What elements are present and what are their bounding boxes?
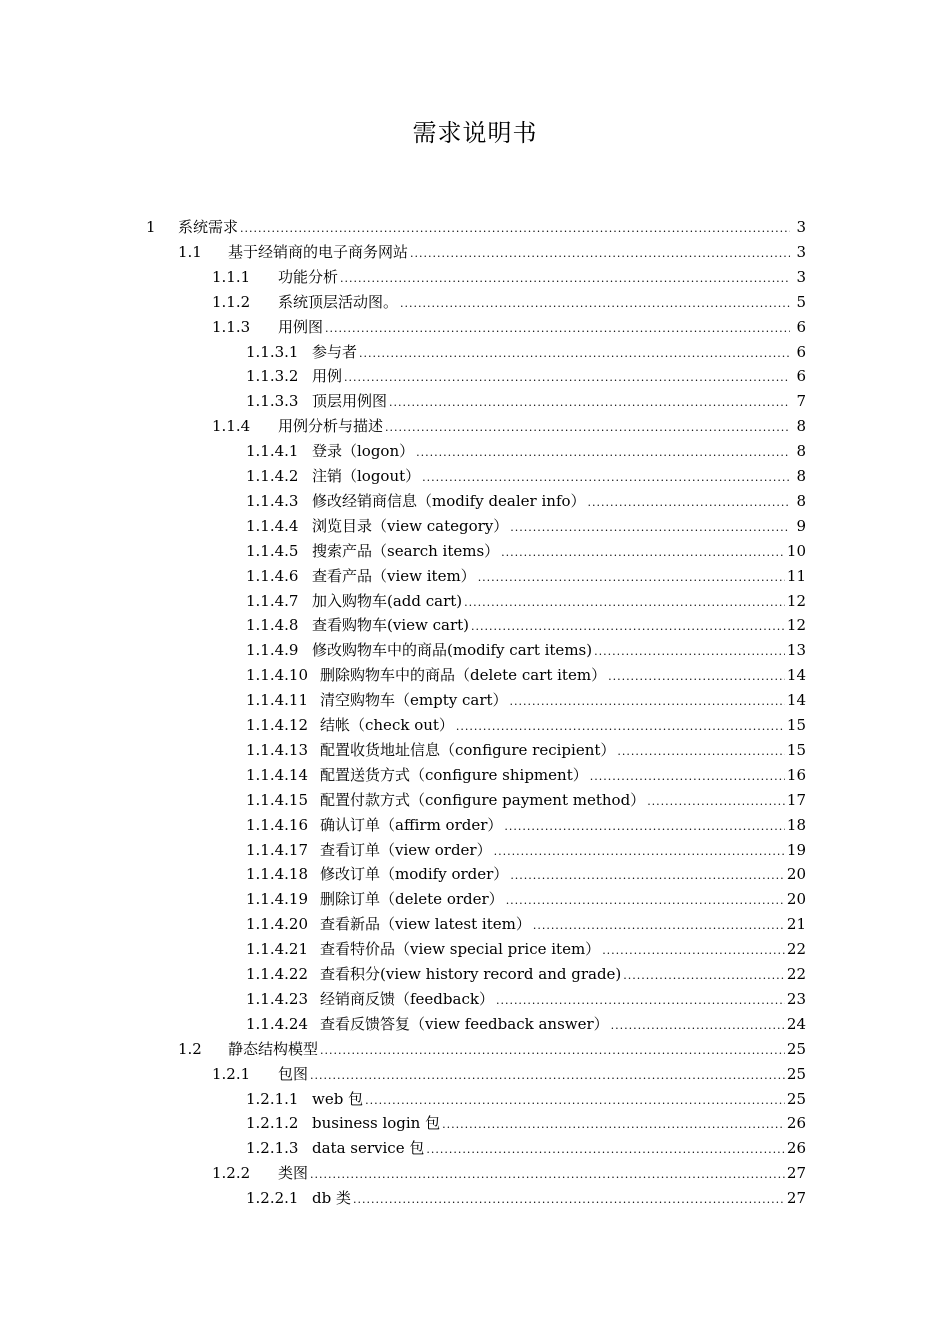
toc-entry-page-number: 3 — [796, 268, 806, 286]
toc-entry-page-number: 14 — [786, 691, 806, 709]
toc-entry-page-number: 8 — [796, 492, 806, 510]
toc-entry[interactable] — [212, 315, 806, 339]
toc-entry[interactable] — [212, 1161, 806, 1185]
toc-entry-page-number: 22 — [786, 940, 806, 958]
toc-dot-leader — [506, 889, 785, 913]
toc-dot-leader — [504, 815, 784, 839]
toc-entry-label: 功能分析 — [278, 268, 339, 286]
toc-entry-label: 删除订单（delete order） — [320, 890, 504, 908]
toc-entry-number: 1.1.4.16 — [246, 816, 309, 834]
toc-entry[interactable] — [246, 464, 806, 488]
toc-entry-label: 登录（logon） — [312, 442, 415, 460]
toc-entry-page-number: 5 — [796, 293, 806, 311]
toc-entry-page-number: 25 — [786, 1065, 806, 1083]
toc-dot-leader — [389, 391, 790, 415]
toc-entry-page-number: 8 — [796, 442, 806, 460]
toc-entry-number: 1.1.3.3 — [246, 392, 299, 410]
toc-entry-label: 查看产品（view item） — [312, 567, 476, 585]
toc-entry-label: 用例分析与描述 — [278, 417, 384, 435]
toc-entry-label: business login 包 — [312, 1114, 441, 1132]
toc-entry-label: data service 包 — [312, 1139, 425, 1157]
toc-entry-label: 用例图 — [278, 318, 324, 336]
toc-entry-number: 1.1.4.24 — [246, 1015, 309, 1033]
toc-entry-number: 1.1.4.8 — [246, 616, 299, 634]
toc-entry-number: 1.1.4.3 — [246, 492, 299, 510]
toc-entry-page-number: 15 — [786, 741, 806, 759]
toc-entry-label: 修改经销商信息（modify dealer info） — [312, 492, 586, 510]
toc-entry-label: 系统顶层活动图。 — [278, 293, 399, 311]
toc-entry-number: 1.1.4.7 — [246, 592, 299, 610]
toc-entry[interactable] — [246, 539, 806, 563]
toc-dot-leader — [464, 591, 785, 615]
toc-entry-number: 1.1.4.12 — [246, 716, 309, 734]
toc-entry-page-number: 17 — [786, 791, 806, 809]
toc-dot-leader — [617, 740, 785, 764]
toc-dot-leader — [510, 864, 785, 888]
toc-entry-label: 参与者 — [312, 343, 358, 361]
toc-entry-page-number: 26 — [786, 1139, 806, 1157]
toc-entry-page-number: 22 — [786, 965, 806, 983]
toc-entry-page-number: 3 — [796, 243, 806, 261]
toc-entry[interactable] — [212, 265, 806, 289]
toc-entry[interactable] — [246, 663, 806, 687]
toc-entry-number: 1.1.3 — [212, 318, 251, 336]
toc-entry-number: 1.2.2.1 — [246, 1189, 299, 1207]
toc-entry-page-number: 25 — [786, 1090, 806, 1108]
toc-entry-label: 结帐（check out） — [320, 716, 454, 734]
toc-dot-leader — [422, 466, 790, 490]
toc-entry[interactable] — [246, 1186, 806, 1210]
toc-entry[interactable] — [246, 389, 806, 413]
toc-entry-label: 注销（logout） — [312, 467, 421, 485]
toc-dot-leader — [310, 1163, 785, 1187]
toc-dot-leader — [590, 765, 785, 789]
toc-entry-number: 1.2.2 — [212, 1164, 251, 1182]
toc-entry-page-number: 10 — [786, 542, 806, 560]
toc-entry-number: 1.1.2 — [212, 293, 251, 311]
toc-entry[interactable] — [246, 638, 806, 662]
toc-entry[interactable] — [246, 564, 806, 588]
toc-dot-leader — [494, 840, 785, 864]
toc-entry-label: 顶层用例图 — [312, 392, 388, 410]
toc-entry-number: 1.2.1 — [212, 1065, 251, 1083]
toc-entry-label: 查看特价品（view special price item） — [320, 940, 601, 958]
toc-dot-leader — [478, 566, 785, 590]
toc-entry-page-number: 6 — [796, 318, 806, 336]
toc-entry-page-number: 7 — [796, 392, 806, 410]
toc-entry[interactable] — [178, 240, 806, 264]
toc-entry-number: 1.1.4.5 — [246, 542, 299, 560]
toc-entry[interactable] — [246, 340, 806, 364]
toc-dot-leader — [416, 441, 790, 465]
toc-entry-number: 1.1.4.13 — [246, 741, 309, 759]
toc-entry[interactable] — [146, 215, 806, 239]
toc-dot-leader — [340, 267, 790, 291]
toc-entry-number: 1.2.1.2 — [246, 1114, 299, 1132]
toc-entry-page-number: 12 — [786, 616, 806, 634]
toc-entry-number: 1.1.4 — [212, 417, 251, 435]
toc-dot-leader — [442, 1113, 785, 1137]
toc-dot-leader — [594, 640, 785, 664]
toc-entry[interactable] — [212, 414, 806, 438]
toc-entry[interactable] — [246, 987, 806, 1011]
toc-entry-label: 修改购物车中的商品(modify cart items) — [312, 641, 593, 659]
toc-dot-leader — [365, 1089, 785, 1113]
toc-entry-number: 1 — [146, 218, 156, 236]
toc-entry-label: 经销商反馈（feedback） — [320, 990, 494, 1008]
toc-dot-leader — [533, 914, 785, 938]
toc-entry-label: 搜索产品（search items） — [312, 542, 500, 560]
toc-dot-leader — [496, 989, 785, 1013]
toc-entry-page-number: 18 — [786, 816, 806, 834]
toc-entry[interactable] — [246, 1087, 806, 1111]
toc-entry[interactable] — [246, 962, 806, 986]
toc-dot-leader — [623, 964, 785, 988]
toc-entry-page-number: 9 — [796, 517, 806, 535]
toc-dot-leader — [471, 615, 785, 639]
toc-entry-label: 清空购物车（empty cart） — [320, 691, 508, 709]
toc-entry[interactable] — [212, 1062, 806, 1086]
toc-entry-label: 查看订单（view order） — [320, 841, 492, 859]
toc-entry-number: 1.1.4.2 — [246, 467, 299, 485]
toc-entry-number: 1.1.4.9 — [246, 641, 299, 659]
toc-entry-label: 配置付款方式（configure payment method） — [320, 791, 646, 809]
toc-entry-number: 1.1.3.1 — [246, 343, 299, 361]
toc-entry-page-number: 25 — [786, 1040, 806, 1058]
toc-dot-leader — [510, 516, 790, 540]
toc-entry-page-number: 6 — [796, 367, 806, 385]
toc-dot-leader — [385, 416, 790, 440]
toc-entry-number: 1.1.3.2 — [246, 367, 299, 385]
toc-dot-leader — [325, 317, 790, 341]
toc-dot-leader — [310, 1064, 785, 1088]
toc-entry-label: 浏览目录（view category） — [312, 517, 509, 535]
toc-entry-page-number: 15 — [786, 716, 806, 734]
toc-entry-label: 删除购物车中的商品（delete cart item） — [320, 666, 607, 684]
toc-dot-leader — [611, 1014, 785, 1038]
toc-entry-number: 1.1.4.21 — [246, 940, 309, 958]
toc-dot-leader — [588, 491, 790, 515]
toc-entry[interactable] — [246, 937, 806, 961]
toc-entry[interactable] — [246, 1136, 806, 1160]
toc-entry-number: 1.2 — [178, 1040, 202, 1058]
toc-entry-number: 1.1.1 — [212, 268, 251, 286]
toc-entry-page-number: 20 — [786, 890, 806, 908]
toc-dot-leader — [456, 715, 785, 739]
toc-entry-page-number: 27 — [786, 1164, 806, 1182]
toc-entry-page-number: 8 — [796, 467, 806, 485]
toc-entry-number: 1.1.4.20 — [246, 915, 309, 933]
toc-entry[interactable] — [212, 290, 806, 314]
toc-dot-leader — [426, 1138, 785, 1162]
toc-entry-label: 加入购物车(add cart) — [312, 592, 463, 610]
toc-entry-label: 查看积分(view history record and grade) — [320, 965, 622, 983]
toc-entry[interactable] — [246, 813, 806, 837]
toc-entry-page-number: 27 — [786, 1189, 806, 1207]
toc-entry[interactable] — [246, 688, 806, 712]
toc-entry-label: 类图 — [278, 1164, 309, 1182]
toc-entry[interactable] — [246, 489, 806, 513]
toc-entry-label: 确认订单（affirm order） — [320, 816, 503, 834]
toc-entry-page-number: 16 — [786, 766, 806, 784]
toc-entry-label: 静态结构模型 — [228, 1040, 319, 1058]
toc-entry-page-number: 21 — [786, 915, 806, 933]
toc-entry-page-number: 14 — [786, 666, 806, 684]
toc-entry-page-number: 26 — [786, 1114, 806, 1132]
toc-entry[interactable] — [246, 613, 806, 637]
toc-entry[interactable] — [246, 763, 806, 787]
toc-entry-label: 配置收货地址信息（configure recipient） — [320, 741, 616, 759]
toc-entry-label: 查看新品（view latest item） — [320, 915, 531, 933]
toc-entry-number: 1.1.4.1 — [246, 442, 299, 460]
toc-entry-number: 1.1.4.11 — [246, 691, 309, 709]
toc-entry-label: 系统需求 — [178, 218, 239, 236]
toc-entry-number: 1.1.4.19 — [246, 890, 309, 908]
toc-entry-page-number: 6 — [796, 343, 806, 361]
toc-entry-number: 1.1.4.18 — [246, 865, 309, 883]
toc-entry-number: 1.1.4.15 — [246, 791, 309, 809]
toc-entry[interactable] — [246, 364, 806, 388]
toc-entry-number: 1.1.4.14 — [246, 766, 309, 784]
toc-entry[interactable] — [246, 713, 806, 737]
toc-entry[interactable] — [246, 1111, 806, 1135]
toc-entry-page-number: 20 — [786, 865, 806, 883]
toc-entry-label: web 包 — [312, 1090, 364, 1108]
toc-entry-number: 1.2.1.3 — [246, 1139, 299, 1157]
toc-entry[interactable] — [246, 1012, 806, 1036]
toc-entry-page-number: 11 — [786, 567, 806, 585]
toc-entry[interactable] — [246, 862, 806, 886]
toc-entry-number: 1.2.1.1 — [246, 1090, 299, 1108]
toc-entry[interactable] — [246, 738, 806, 762]
toc-entry-page-number: 13 — [786, 641, 806, 659]
toc-entry-label: db 类 — [312, 1189, 351, 1207]
toc-entry[interactable] — [246, 887, 806, 911]
toc-entry-label: 配置送货方式（configure shipment） — [320, 766, 588, 784]
document-title: 需求说明书 — [412, 119, 538, 147]
toc-dot-leader — [400, 292, 790, 316]
toc-dot-leader — [359, 342, 790, 366]
toc-dot-leader — [410, 242, 790, 266]
toc-entry-page-number: 8 — [796, 417, 806, 435]
toc-entry-page-number: 23 — [786, 990, 806, 1008]
toc-entry-number: 1.1.4.10 — [246, 666, 309, 684]
toc-entry-label: 基于经销商的电子商务网站 — [228, 243, 409, 261]
toc-entry[interactable] — [178, 1037, 806, 1061]
toc-entry-page-number: 19 — [786, 841, 806, 859]
toc-entry-page-number: 24 — [786, 1015, 806, 1033]
toc-entry-number: 1.1.4.22 — [246, 965, 309, 983]
toc-dot-leader — [344, 366, 790, 390]
toc-entry[interactable] — [246, 912, 806, 936]
toc-entry-number: 1.1.4.4 — [246, 517, 299, 535]
toc-entry-label: 查看购物车(view cart) — [312, 616, 470, 634]
toc-entry-label: 查看反馈答复（view feedback answer） — [320, 1015, 609, 1033]
toc-entry-number: 1.1.4.6 — [246, 567, 299, 585]
toc-entry-number: 1.1.4.23 — [246, 990, 309, 1008]
toc-entry-number: 1.1 — [178, 243, 202, 261]
toc-entry-page-number: 3 — [796, 218, 806, 236]
toc-entry[interactable] — [246, 838, 806, 862]
toc-dot-leader — [240, 217, 790, 241]
toc-dot-leader — [602, 939, 785, 963]
toc-entry-label: 包图 — [278, 1065, 309, 1083]
toc-dot-leader — [608, 665, 785, 689]
toc-entry[interactable] — [246, 514, 806, 538]
toc-dot-leader — [353, 1188, 785, 1212]
toc-dot-leader — [510, 690, 785, 714]
toc-entry[interactable] — [246, 439, 806, 463]
toc-entry[interactable] — [246, 589, 806, 613]
toc-dot-leader — [501, 541, 785, 565]
toc-entry[interactable] — [246, 788, 806, 812]
toc-dot-leader — [320, 1039, 785, 1063]
toc-entry-label: 用例 — [312, 367, 343, 385]
toc-entry-page-number: 12 — [786, 592, 806, 610]
toc-entry-number: 1.1.4.17 — [246, 841, 309, 859]
toc-entry-label: 修改订单（modify order） — [320, 865, 509, 883]
toc-dot-leader — [647, 790, 785, 814]
